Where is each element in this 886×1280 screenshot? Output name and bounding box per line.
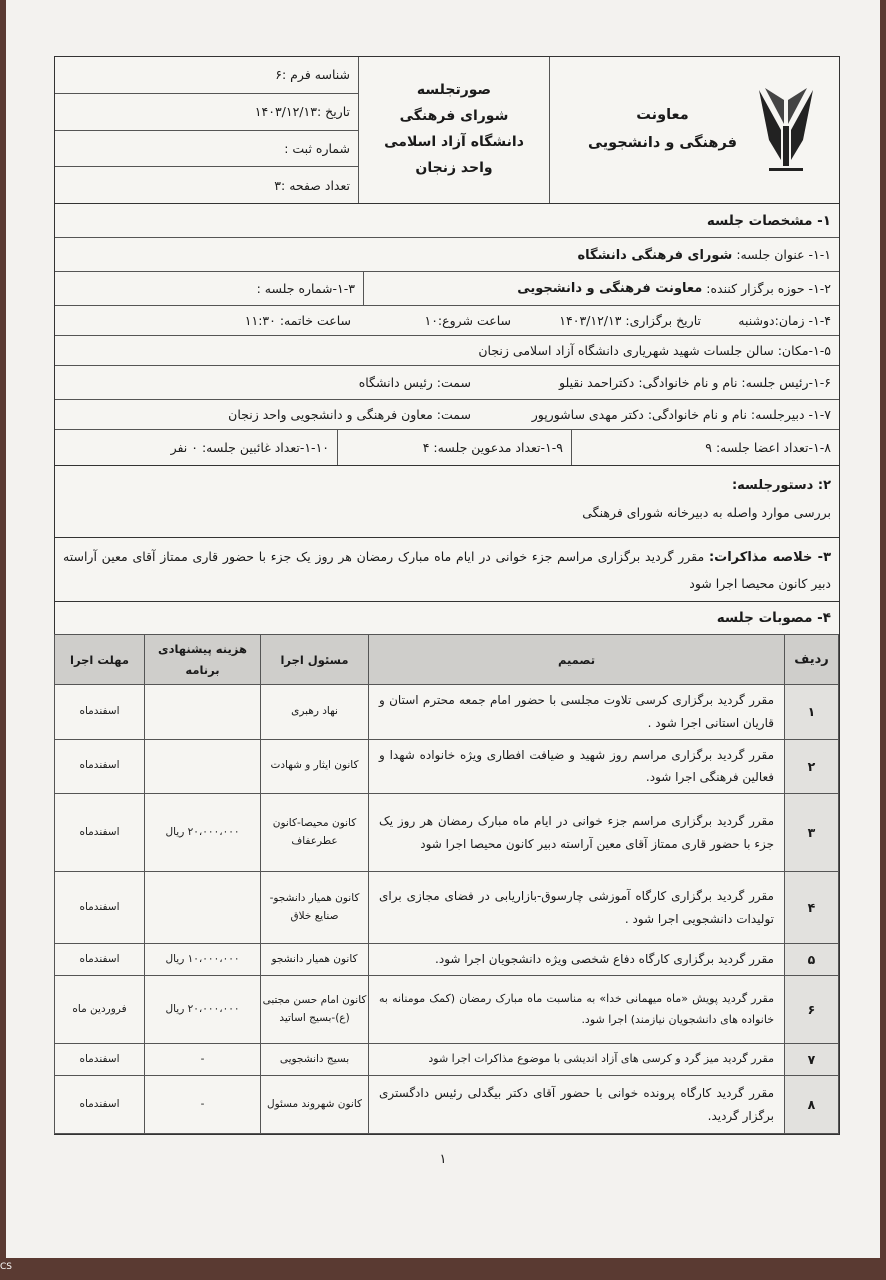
end-time: ساعت خاتمه: ۱۱:۳۰: [244, 313, 351, 328]
row-decision: مقرر گردید برگزاری کارگاه آموزشی چارسوق-بازاریابی در فضای مجازی برای تولیدات دانشجویی اجرا شود .: [369, 872, 785, 944]
row-decision: مقرر گردید میز گرد و کرسی های آزاد اندیشی با موضوع مذاکرات اجرا شود: [369, 1044, 785, 1076]
form-date: تاریخ :۱۴۰۳/۱۲/۱۳: [55, 94, 358, 131]
row-decision: مقرر گردید پویش «ماه میهمانی خدا» به مناسبت ماه مبارک رمضان (کمک مومنانه به خانواده های دانشجویان نیازمند) اجرا شود.: [369, 976, 785, 1044]
page-number: ۱: [439, 1152, 447, 1167]
registration-number: شماره ثبت :: [55, 131, 358, 168]
table-row: [55, 976, 839, 1044]
col-cost: هزینه پیشنهادی برنامه: [145, 635, 261, 685]
section-4-title: ۴- مصوبات جلسه: [716, 610, 831, 626]
row-cost: [145, 685, 261, 740]
row-responsible: نهاد رهبری: [261, 685, 369, 740]
row-decision: مقرر گردید برگزاری مراسم روز شهید و ضیافت افطاری ویژه خانواده شهدا و فعالین فرهنگی اجرا شود.: [369, 739, 785, 794]
title-line-2: شورای فرهنگی: [399, 108, 509, 125]
page-count: تعداد صفحه :۳: [274, 177, 350, 193]
row-deadline: فروردین ماه: [55, 976, 145, 1044]
title-line-3: دانشگاه آزاد اسلامی: [384, 134, 524, 150]
table-row: [55, 685, 839, 740]
row-deadline: اسفندماه: [55, 739, 145, 794]
row-no: ۲: [785, 739, 839, 794]
resolutions-table: [54, 634, 839, 1134]
agenda-section: [55, 466, 839, 538]
organizer-label: ۱-۲- حوزه برگزار کننده:: [706, 281, 831, 296]
summary-label: ۳- خلاصه مذاکرات:: [708, 550, 831, 565]
document-page: [6, 0, 880, 1258]
row-cost: ۱۰،۰۰۰،۰۰۰ ریال: [145, 944, 261, 976]
meeting-day: ۱-۴- زمان:دوشنبه: [738, 313, 831, 328]
row-deadline: اسفندماه: [55, 1076, 145, 1134]
row-responsible: کانون شهروند مسئول: [261, 1076, 369, 1134]
agenda-text: بررسی موارد واصله به دبیرخانه شورای فرهنگی: [582, 505, 831, 520]
form-meta: [55, 57, 358, 203]
row-no: ۴: [785, 872, 839, 944]
table-row: [55, 1076, 839, 1134]
form-header: [55, 57, 839, 204]
meeting-date: تاریخ برگزاری: ۱۴۰۳/۱۲/۱۳: [559, 313, 701, 328]
table-row: [55, 739, 839, 794]
row-no: ۱: [785, 685, 839, 740]
time-row: [55, 306, 839, 336]
secretary-role: سمت: معاون فرهنگی و دانشجویی واحد زنجان: [228, 407, 471, 422]
chair-row: [55, 366, 839, 400]
row-deadline: اسفندماه: [55, 794, 145, 872]
row-cost: ۲۰،۰۰۰،۰۰۰ ریال: [145, 976, 261, 1044]
header-logo-area: [549, 57, 839, 203]
table-row: [55, 872, 839, 944]
row-decision: مقرر گردید برگزاری کارگاه دفاع شخصی ویژه دانشجویان اجرا شود.: [369, 944, 785, 976]
row-decision: مقرر گردید کارگاه پرونده خوانی با حضور آقای دکتر بیگدلی رئیس دادگستری برگزار گردید.: [369, 1076, 785, 1134]
row-cost: [145, 739, 261, 794]
table-row: [55, 944, 839, 976]
meeting-title-row: [55, 238, 839, 272]
university-logo-icon: [751, 80, 821, 180]
row-cost: [145, 872, 261, 944]
chair-name: ۱-۶-رئیس جلسه: نام و نام خانوادگی: دکتراحمد نقیلو: [559, 375, 831, 390]
dept-line-1: معاونت: [636, 107, 689, 124]
row-no: ۵: [785, 944, 839, 976]
secretary-name: ۱-۷- دبیرجلسه: نام و نام خانوادگی: دکتر مهدی ساشورپور: [531, 407, 831, 422]
department-name: [588, 102, 737, 157]
form-title: [358, 57, 549, 203]
agenda-title: ۲: دستورجلسه:: [731, 478, 831, 493]
meeting-title-value: شورای فرهنگی دانشگاه: [577, 247, 733, 263]
col-decision: تصمیم: [369, 635, 785, 685]
row-decision: مقرر گردید برگزاری کرسی تلاوت مجلسی با حضور امام جمعه محترم استان و قاریان استانی اجرا شود .: [369, 685, 785, 740]
scanner-watermark: CS: [0, 1262, 12, 1272]
absentees-count: ۱-۱۰-تعداد غائبین جلسه: ۰ نفر: [170, 440, 329, 455]
row-cost: -: [145, 1044, 261, 1076]
row-responsible: کانون همیار دانشجو: [261, 944, 369, 976]
meeting-location: ۱-۵-مکان: سالن جلسات شهید شهریاری دانشگاه آزاد اسلامی زنجان: [478, 343, 831, 358]
row-no: ۶: [785, 976, 839, 1044]
minutes-form: [54, 56, 840, 1135]
col-no: ردیف: [785, 635, 839, 685]
chair-role: سمت: رئیس دانشگاه: [358, 375, 471, 390]
row-decision: مقرر گردید برگزاری مراسم جزء خوانی در ایام ماه مبارک رمضان هر روز یک جزء با حضور قاری ممتاز آقای معین آراسته دبیر کانون محیصا اجرا شود: [369, 794, 785, 872]
summary-section: [55, 538, 839, 602]
dept-line-2: فرهنگی و دانشجویی: [588, 135, 737, 151]
row-cost: -: [145, 1076, 261, 1134]
invitees-count: ۱-۹-تعداد مدعوین جلسه: ۴: [337, 430, 571, 465]
meeting-number: ۱-۳-شماره جلسه :: [256, 281, 355, 296]
meeting-title-label: ۱-۱- عنوان جلسه:: [736, 246, 831, 262]
row-deadline: اسفندماه: [55, 944, 145, 976]
title-line-1: صورتجلسه: [416, 82, 492, 99]
row-no: ۸: [785, 1076, 839, 1134]
start-time: ساعت شروع:۱۰: [424, 313, 511, 328]
col-responsible: مسئول اجرا: [261, 635, 369, 685]
row-responsible: کانون محیصا-کانون عطرعفاف: [261, 794, 369, 872]
form-id: شناسه فرم :۶: [55, 57, 358, 94]
col-deadline: مهلت اجرا: [55, 635, 145, 685]
row-deadline: اسفندماه: [55, 1044, 145, 1076]
table-header-row: [55, 635, 839, 685]
summary-text: مقرر گردید برگزاری مراسم جزء خوانی در ایام ماه مبارک رمضان هر روز یک جزء با حضور قاری ممتاز آقای معین آراسته دبیر کانون محیصا اجرا شود: [63, 549, 831, 591]
title-line-4: واحد زنجان: [415, 159, 493, 176]
row-responsible: کانون امام حسن مجتبی (ع)-بسیج اساتید: [261, 976, 369, 1044]
table-row: [55, 794, 839, 872]
members-count: ۱-۸-تعداد اعضا جلسه: ۹: [571, 430, 839, 465]
row-deadline: اسفندماه: [55, 685, 145, 740]
organizer-value: معاونت فرهنگی و دانشجویی: [517, 281, 703, 296]
row-no: ۷: [785, 1044, 839, 1076]
attendance-row: [55, 430, 839, 466]
table-row: [55, 1044, 839, 1076]
row-responsible: بسیج دانشجویی: [261, 1044, 369, 1076]
row-no: ۳: [785, 794, 839, 872]
row-deadline: اسفندماه: [55, 872, 145, 944]
row-responsible: کانون ایثار و شهادت: [261, 739, 369, 794]
row-responsible: کانون همیار دانشجو- صنایع خلاق: [261, 872, 369, 944]
location-row: [55, 336, 839, 366]
secretary-row: [55, 400, 839, 430]
section-1-title: ۱- مشخصات جلسه: [55, 204, 839, 238]
organizer-row: [55, 272, 839, 306]
row-cost: ۲۰،۰۰۰،۰۰۰ ریال: [145, 794, 261, 872]
